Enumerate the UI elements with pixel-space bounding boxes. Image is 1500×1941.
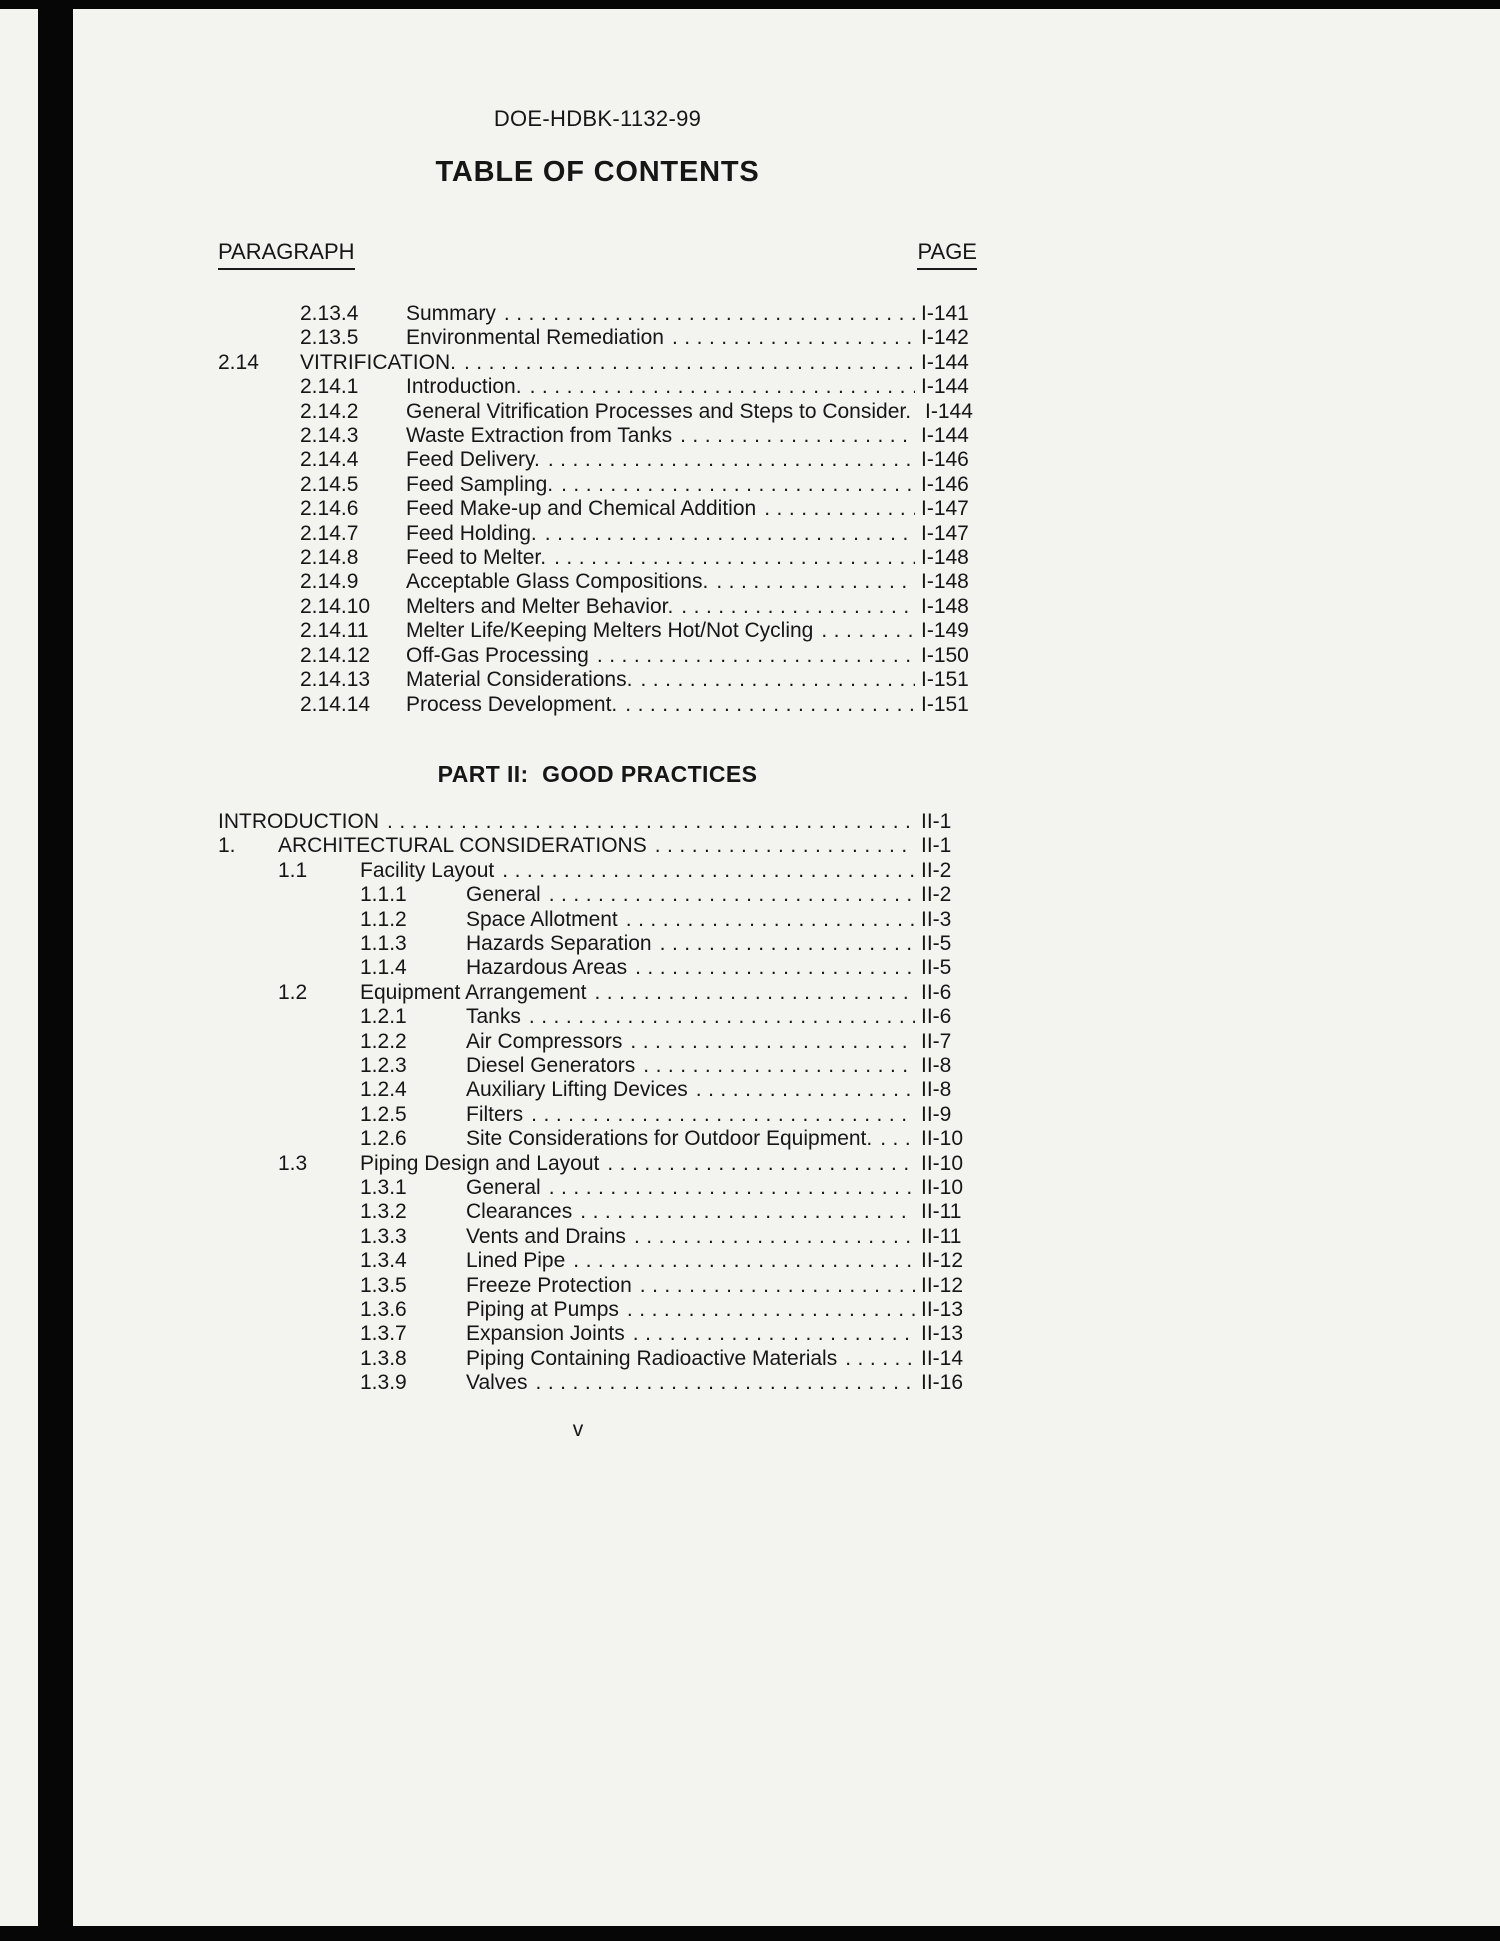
toc-entry-title: General	[466, 1176, 541, 1199]
dot-leader	[681, 595, 915, 619]
dot-leader	[554, 546, 915, 570]
toc-entry-title: Summary	[406, 302, 496, 325]
toc-entry-number: 1.3.7	[360, 1322, 407, 1346]
toc-entry-number: 1.	[218, 834, 236, 858]
toc-part2-list	[218, 810, 977, 1396]
dot-leader	[549, 1176, 915, 1200]
footer-page-number: v	[572, 1418, 584, 1441]
toc-entry-page: II-1	[921, 834, 952, 858]
toc-entry-page: II-7	[921, 1029, 952, 1053]
toc-entry-title: Diesel Generators	[466, 1053, 636, 1077]
toc-entry-title: Melter Life/Keeping Melters Hot/Not Cycling	[406, 619, 814, 643]
dot-leader	[633, 1322, 915, 1346]
toc-entry-page: I-148	[921, 594, 969, 618]
toc-entry-number: 2.14.6	[300, 497, 359, 521]
dot-leader	[580, 1200, 915, 1224]
dot-leader	[548, 448, 915, 472]
toc-entry-page: II-2	[921, 883, 952, 907]
toc-entry-title: Tanks	[466, 1005, 521, 1029]
toc-row	[218, 473, 977, 497]
toc-entry-number: 2.14.5	[300, 472, 359, 496]
toc-entry-title: Valves	[466, 1371, 528, 1395]
toc-entry-page: II-8	[921, 1053, 952, 1077]
dot-leader	[660, 932, 915, 956]
toc-entry-number: 1.1.1	[360, 883, 407, 907]
toc-entry-number: 2.14.13	[300, 668, 371, 692]
dot-leader	[640, 668, 915, 692]
toc-entry-title: Melters and Melter Behavior.	[406, 594, 674, 618]
dot-leader	[531, 1103, 915, 1127]
dot-leader	[387, 810, 915, 834]
toc-entry-number: 2.14.8	[300, 546, 359, 570]
toc-entry-page: II-12	[921, 1249, 964, 1273]
toc-row	[218, 956, 977, 980]
toc-row	[218, 810, 977, 834]
toc-entry-title: Equipment Arrangement	[360, 980, 587, 1004]
dot-leader	[764, 497, 915, 521]
toc-entry-number: 2.14.9	[300, 570, 359, 594]
toc-entry-title: Piping at Pumps	[466, 1298, 619, 1322]
toc-entry-number: 1.1.3	[360, 931, 407, 955]
toc-row	[218, 448, 977, 472]
scan-artifact-bottom-bar	[0, 1926, 1500, 1941]
document-page	[218, 0, 977, 1396]
toc-entry-number: 1.3.9	[360, 1371, 407, 1395]
toc-entry-title: General Vitrification Processes and Steps to Consider.	[406, 399, 912, 423]
toc-entry-page: II-13	[921, 1298, 964, 1322]
toc-entry-page: I-148	[921, 546, 969, 570]
page-title: TABLE OF CONTENTS	[435, 156, 760, 188]
toc-row	[218, 400, 977, 424]
toc-entry-title: Air Compressors	[466, 1029, 623, 1053]
toc-row	[218, 546, 977, 570]
toc-entry-page: I-144	[921, 424, 969, 448]
toc-entry-title: Feed Sampling.	[406, 472, 554, 496]
toc-entry-number: 1.1.4	[360, 956, 407, 980]
toc-entry-title: Piping Containing Radioactive Materials	[466, 1346, 838, 1370]
toc-entry-title: Space Allotment	[466, 907, 618, 931]
toc-entry-page: I-147	[921, 497, 969, 521]
toc-entry-page: II-13	[921, 1322, 964, 1346]
document-id: DOE-HDBK-1132-99	[493, 106, 702, 131]
toc-entry-title: Off-Gas Processing	[406, 643, 589, 667]
toc-entry-page: I-144	[921, 375, 969, 399]
toc-row	[218, 932, 977, 956]
toc-entry-title: Environmental Remediation	[406, 326, 664, 350]
toc-row	[218, 668, 977, 692]
toc-entry-title: Feed to Melter.	[406, 546, 547, 570]
toc-row	[218, 1322, 977, 1346]
toc-entry-number: 1.2.6	[360, 1127, 407, 1151]
dot-leader	[627, 1298, 915, 1322]
toc-entry-title: ARCHITECTURAL CONSIDERATIONS	[278, 834, 647, 858]
toc-entry-title: Vents and Drains	[466, 1224, 626, 1248]
dot-leader	[655, 834, 915, 858]
toc-entry-title: Waste Extraction from Tanks	[406, 424, 673, 448]
toc-entry-page: II-5	[921, 956, 952, 980]
toc-entry-number: 2.13.4	[300, 302, 359, 325]
dot-leader	[545, 522, 915, 546]
toc-entry-page: I-144	[925, 399, 973, 423]
toc-entry-number: 1.3.8	[360, 1346, 407, 1370]
toc-entry-page: II-5	[921, 931, 952, 955]
dot-leader	[634, 1225, 915, 1249]
page-column-header: PAGE	[917, 239, 977, 270]
toc-entry-number: 2.14.10	[300, 594, 371, 618]
toc-row	[218, 981, 977, 1005]
toc-entry-title: Feed Make-up and Chemical Addition	[406, 497, 757, 521]
dot-leader	[643, 1054, 915, 1078]
toc-entry-number: 2.14.14	[300, 692, 371, 716]
toc-entry-page: I-147	[921, 521, 969, 545]
toc-entry-title: Expansion Joints	[466, 1322, 625, 1346]
toc-entry-number: 2.14.3	[300, 424, 359, 448]
dot-leader	[597, 644, 915, 668]
toc-entry-page: II-10	[921, 1176, 964, 1199]
toc-row	[218, 834, 977, 858]
toc-entry-page: II-16	[921, 1371, 964, 1395]
toc-entry-number: 2.14.7	[300, 521, 359, 545]
toc-entry-number: 2.14.2	[300, 399, 359, 423]
paragraph-column-header: PARAGRAPH	[218, 239, 355, 270]
toc-entry-number: 1.2.3	[360, 1053, 407, 1077]
toc-row	[218, 1103, 977, 1127]
toc-entry-number: 1.3	[278, 1151, 308, 1175]
toc-entry-number: 1.2	[278, 980, 308, 1004]
toc-entry-title: General	[466, 883, 541, 907]
dot-leader	[696, 1078, 915, 1102]
toc-row	[218, 1152, 977, 1176]
dot-leader	[640, 1274, 915, 1298]
toc-entry-title: Hazardous Areas	[466, 956, 628, 980]
toc-row	[218, 302, 977, 326]
part2-heading: PART II: GOOD PRACTICES	[437, 760, 758, 787]
toc-row	[218, 1371, 977, 1395]
toc-row	[218, 424, 977, 448]
toc-row	[218, 375, 977, 399]
toc-entry-page: I-150	[921, 643, 969, 667]
toc-entry-page: I-146	[921, 448, 969, 472]
toc-entry-title: Process Development.	[406, 692, 618, 716]
toc-row	[218, 1347, 977, 1371]
toc-entry-title: Introduction.	[406, 375, 522, 399]
toc-entry-page: I-144	[921, 350, 969, 374]
toc-entry-number: 2.14.1	[300, 375, 359, 399]
toc-entry-page: II-2	[921, 858, 952, 882]
dot-leader	[504, 302, 915, 326]
toc-row	[218, 497, 977, 521]
toc-entry-title: Clearances	[466, 1200, 573, 1224]
toc-entry-number: 1.3.5	[360, 1273, 407, 1297]
dot-leader	[535, 1371, 915, 1395]
dot-leader	[716, 570, 915, 594]
dot-leader	[607, 1152, 915, 1176]
dot-leader	[464, 351, 915, 375]
toc-entry-number: 2.14.11	[300, 619, 369, 643]
toc-entry-title: Filters	[466, 1102, 524, 1126]
toc-entry-page: II-6	[921, 980, 952, 1004]
dot-leader	[821, 619, 915, 643]
toc-row	[218, 595, 977, 619]
toc-row	[218, 570, 977, 594]
dot-leader	[672, 326, 915, 350]
toc-entry-title: Lined Pipe	[466, 1249, 566, 1273]
dot-leader	[502, 859, 915, 883]
dot-leader	[845, 1347, 915, 1371]
toc-row	[218, 908, 977, 932]
toc-row	[218, 1030, 977, 1054]
toc-entry-number: 1.1	[278, 858, 308, 882]
dot-leader	[625, 693, 915, 717]
dot-leader	[626, 908, 915, 932]
toc-entry-page: I-149	[921, 619, 969, 643]
dot-leader	[573, 1249, 915, 1273]
toc-entry-number: 1.3.3	[360, 1224, 407, 1248]
toc-entry-page: II-8	[921, 1078, 952, 1102]
toc-entry-page: I-141	[921, 302, 969, 325]
toc-entry-number: 1.1.2	[360, 907, 407, 931]
toc-row	[218, 1225, 977, 1249]
toc-entry-number: 1.3.1	[360, 1176, 407, 1199]
toc-row	[218, 1078, 977, 1102]
toc-entry-title: VITRIFICATION.	[300, 350, 456, 374]
column-headers	[218, 239, 977, 270]
toc-entry-title: Material Considerations.	[406, 668, 633, 692]
dot-leader	[529, 1005, 915, 1029]
toc-row	[218, 644, 977, 668]
toc-entry-page: II-14	[921, 1346, 964, 1370]
toc-entry-page: I-146	[921, 472, 969, 496]
toc-row	[218, 1274, 977, 1298]
dot-leader	[680, 424, 915, 448]
toc-entry-number: 1.2.4	[360, 1078, 407, 1102]
toc-entry-title: Site Considerations for Outdoor Equipment.	[466, 1127, 873, 1151]
dot-leader	[880, 1127, 915, 1151]
dot-leader	[561, 473, 915, 497]
toc-entry-page: II-11	[921, 1200, 962, 1224]
toc-row	[218, 1054, 977, 1078]
toc-entry-number: 2.14.12	[300, 643, 371, 667]
dot-leader	[635, 956, 915, 980]
toc-entry-number: 1.3.2	[360, 1200, 407, 1224]
toc-entry-number: 1.2.5	[360, 1102, 407, 1126]
toc-entry-page: II-12	[921, 1273, 964, 1297]
toc-entry-title: Feed Holding.	[406, 521, 537, 545]
toc-entry-title: Freeze Protection	[466, 1273, 632, 1297]
toc-entry-title: Auxiliary Lifting Devices	[466, 1078, 688, 1102]
toc-entry-number: 1.2.1	[360, 1005, 407, 1029]
toc-entry-number: 2.14	[218, 350, 259, 374]
toc-entry-page: I-151	[921, 692, 969, 716]
toc-entry-page: I-151	[921, 668, 969, 692]
toc-entry-page: II-3	[921, 907, 952, 931]
toc-row	[218, 1298, 977, 1322]
dot-leader	[530, 375, 915, 399]
toc-entry-number: 1.3.6	[360, 1298, 407, 1322]
toc-entry-page: II-1	[921, 809, 952, 833]
toc-entry-page: II-9	[921, 1102, 952, 1126]
toc-row	[218, 326, 977, 350]
toc-row	[218, 693, 977, 717]
toc-entry-number: 1.3.4	[360, 1249, 407, 1273]
toc-entry-page: II-10	[921, 1151, 964, 1175]
toc-row	[218, 1176, 977, 1200]
toc-entry-number: 1.2.2	[360, 1029, 407, 1053]
toc-entry-title: Facility Layout	[360, 858, 495, 882]
toc-entry-number: 2.13.5	[300, 326, 359, 350]
toc-row	[218, 1127, 977, 1151]
toc-entry-title: Acceptable Glass Compositions.	[406, 570, 709, 594]
toc-entry-page: II-10	[921, 1127, 964, 1151]
scan-artifact-left-bar	[38, 0, 73, 1941]
toc-entry-title: Hazards Separation	[466, 931, 652, 955]
dot-leader	[630, 1030, 915, 1054]
toc-entry-title: Piping Design and Layout	[360, 1151, 600, 1175]
toc-part1-list	[218, 302, 977, 717]
toc-entry-page: I-148	[921, 570, 969, 594]
toc-entry-title: Feed Delivery.	[406, 448, 540, 472]
toc-entry-page: II-6	[921, 1005, 952, 1029]
toc-row	[218, 1249, 977, 1273]
toc-entry-page: I-142	[921, 326, 969, 350]
toc-entry-page: II-11	[921, 1224, 962, 1248]
toc-row	[218, 619, 977, 643]
toc-row	[218, 883, 977, 907]
toc-row	[218, 859, 977, 883]
dot-leader	[594, 981, 915, 1005]
toc-row	[218, 351, 977, 375]
toc-row	[218, 522, 977, 546]
toc-entry-number: 2.14.4	[300, 448, 359, 472]
toc-entry-title: INTRODUCTION	[218, 809, 379, 833]
dot-leader	[549, 883, 915, 907]
toc-row	[218, 1005, 977, 1029]
toc-row	[218, 1200, 977, 1224]
